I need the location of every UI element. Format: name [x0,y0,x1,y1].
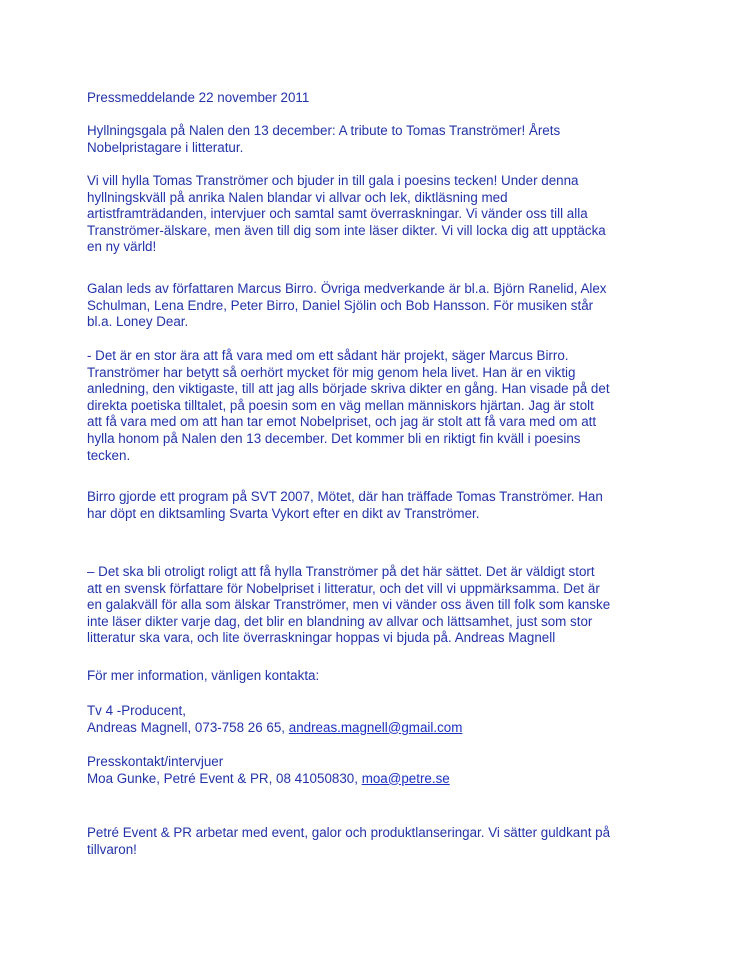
program-line: har döpt en diktsamling Svarta Vykort efter en dikt av Tranströmer. [87,505,480,521]
intro-line: en ny värld! [87,239,157,255]
host-line: bl.a. Loney Dear. [87,314,189,330]
boilerplate-line: tillvaron! [87,841,137,857]
magnell-quote-paragraph [87,564,677,647]
contact-press [87,754,677,787]
magnell-quote-line: att en svensk författare för Nobelpriset i litteratur, och det vill vi uppmärksamma. Det är [87,580,600,596]
contact-intro-text: För mer information, vänligen kontakta: [87,668,320,683]
intro-line: artistframträdanden, intervjuer och samtal samt överraskningar. Vi vänder oss till alla [87,206,588,222]
boilerplate-line: Petré Event & PR arbetar med event, galor och produktlanseringar. Vi sätter guldkant på [87,825,611,840]
intro-line: Vi vill hylla Tomas Tranströmer och bjuder in till gala i poesins tecken! Under denna [87,173,579,188]
date-text: Pressmeddelande 22 november 2011 [87,90,310,105]
contact-producer-details [87,720,677,737]
birro-quote-line: Tranströmer har betytt så oerhört mycket för mig genom hela livet. Han är en viktig [87,364,576,380]
headline-line: Nobelpristagare i litteratur. [87,139,244,155]
magnell-quote-line: litteratur ska vara, och lite överraskningar hoppas vi bjuda på. Andreas Magnell [87,630,556,646]
headline [87,123,677,156]
magnell-quote-line: – Det ska bli otroligt roligt att få hylla Tranströmer på det här sättet. Det är väldigt stort [87,564,595,579]
contact-producer-text: Andreas Magnell, 073-758 26 65, [87,719,289,735]
birro-quote-line: att få vara med om att han tar emot Nobelpriset, och jag är stolt att få vara med om att [87,414,597,430]
program-paragraph [87,489,677,522]
birro-quote-line: tecken. [87,447,131,463]
producer-email-link[interactable]: andreas.magnell@gmail.com [288,719,463,735]
host-paragraph [87,281,677,331]
date-line [87,90,677,107]
magnell-quote-line: en galakväll för alla som älskar Tranströmer, men vi vänder oss även till folk som kanske [87,597,611,613]
birro-quote-line: - Det är en stor ära att få vara med om ett sådant här projekt, säger Marcus Birro. [87,348,569,363]
birro-quote-line: direkta poetiska tilltalet, på poesin som en väg mellan människors hjärtan. Jag är stolt [87,397,594,413]
intro-line: Tranströmer-älskare, men även till dig som inte läser dikter. Vi vill locka dig att upptäcka [87,222,606,238]
boilerplate-paragraph [87,825,677,858]
press-email-link[interactable]: moa@petre.se [361,770,450,786]
host-line: Galan leds av författaren Marcus Birro. Övriga medverkande är bl.a. Björn Ranelid, Alex [87,281,607,296]
birro-quote-line: anledning, den viktigaste, till att jag alls började skriva dikter en gång. Han visade på det [87,381,610,397]
contact-press-text: Moa Gunke, Petré Event & PR, 08 41050830, [87,770,362,786]
contact-press-role: Presskontakt/intervjuer [87,754,224,769]
contact-press-details [87,771,677,788]
host-line: Schulman, Lena Endre, Peter Birro, Daniel Sjölin och Bob Hansson. För musiken står [87,297,594,313]
intro-line: hyllningskväll på anrika Nalen blandar vi allvar och lek, diktläsning med [87,189,508,205]
magnell-quote-line: inte läser dikter varje dag, det blir en blandning av allvar och lättsamhet, just som stor [87,613,593,629]
contact-producer-role: Tv 4 -Producent, [87,703,186,718]
contact-intro [87,668,677,685]
program-line: Birro gjorde ett program på SVT 2007, Mötet, där han träffade Tomas Tranströmer. Han [87,489,603,504]
contact-producer [87,703,677,736]
birro-quote-line: hylla honom på Nalen den 13 december. Det kommer bli en riktigt fin kväll i poesins [87,430,581,446]
birro-quote-paragraph [87,348,677,464]
intro-paragraph [87,173,677,256]
headline-line: Hyllningsgala på Nalen den 13 december: A tribute to Tomas Tranströmer! Årets [87,123,561,138]
